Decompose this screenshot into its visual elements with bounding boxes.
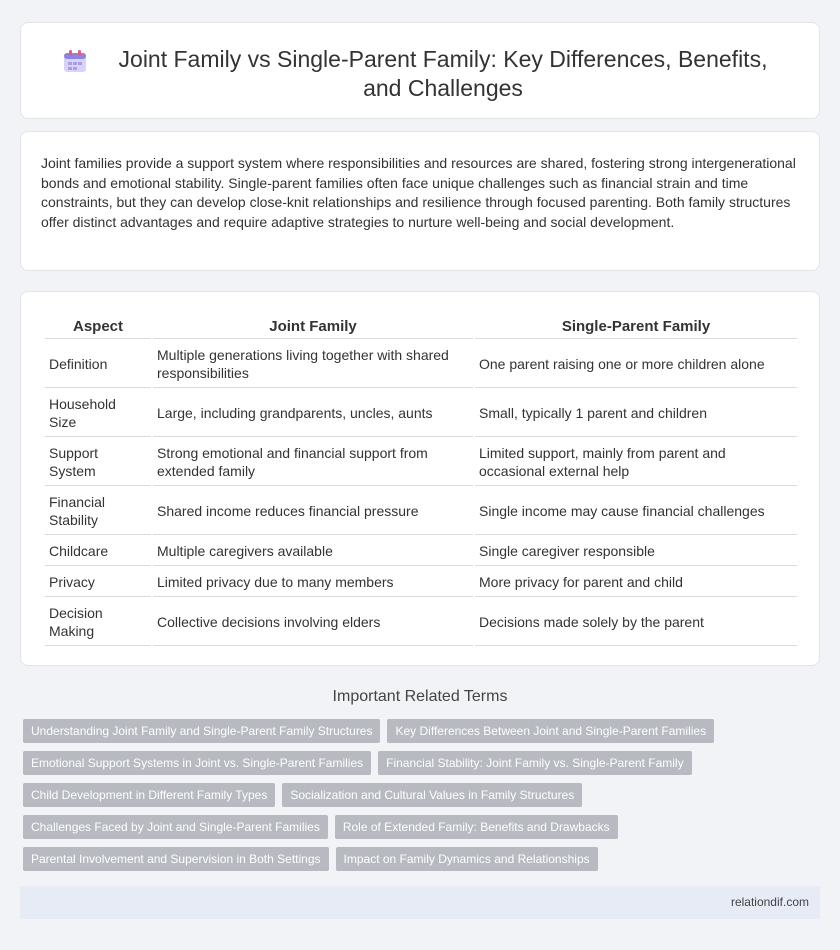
column-header-joint-family: Joint Family: [153, 315, 473, 339]
table-cell: Household Size: [45, 390, 151, 437]
table-cell: Small, typically 1 parent and children: [475, 390, 797, 437]
related-term-tag[interactable]: Key Differences Between Joint and Single-Parent Families: [387, 719, 714, 743]
related-term-tag[interactable]: Child Development in Different Family Types: [23, 783, 275, 807]
related-term-tag[interactable]: Role of Extended Family: Benefits and Drawbacks: [335, 815, 618, 839]
related-term-tag[interactable]: Emotional Support Systems in Joint vs. Single-Parent Families: [23, 751, 371, 775]
header-card: [20, 22, 820, 119]
calendar-icon: [61, 47, 89, 75]
table-cell: Collective decisions involving elders: [153, 599, 473, 646]
table-cell: Large, including grandparents, uncles, aunts: [153, 390, 473, 437]
table-cell: Privacy: [45, 568, 151, 597]
tag-row: [23, 719, 723, 743]
intro-text: Joint families provide a support system where responsibilities and resources are shared, fostering strong intergenerational bonds and emotional stability. Single-parent families often face unique challenges such as financial strain and time constraints, but they can develop close-knit relationships and resilience through focused parenting. Both family structures offer distinct advantages and require adaptive strategies to nurture well-being and social development.: [41, 155, 796, 230]
table-cell: Childcare: [45, 537, 151, 566]
column-header-single-parent-family: Single-Parent Family: [475, 315, 797, 339]
intro-card: [20, 131, 820, 271]
related-term-tag[interactable]: Financial Stability: Joint Family vs. Single-Parent Family: [378, 751, 691, 775]
footer: [20, 886, 820, 919]
related-terms-title: Important Related Terms: [332, 688, 508, 705]
table-row: [45, 488, 797, 535]
table-row: [45, 537, 797, 566]
tag-row: [23, 751, 723, 775]
table-cell: Limited privacy due to many members: [153, 568, 473, 597]
table-cell: Single caregiver responsible: [475, 537, 797, 566]
table-cell: Definition: [45, 341, 151, 388]
title-wrap: [61, 45, 779, 103]
table-cell: Strong emotional and financial support from extended family: [153, 439, 473, 486]
related-term-tag[interactable]: Parental Involvement and Supervision in Both Settings: [23, 847, 329, 871]
related-term-tag[interactable]: Impact on Family Dynamics and Relationships: [336, 847, 598, 871]
table-cell: Multiple caregivers available: [153, 537, 473, 566]
table-cell: Support System: [45, 439, 151, 486]
table-row: [45, 568, 797, 597]
table-row: [45, 341, 797, 388]
table-header-row: [45, 315, 797, 339]
table-cell: Limited support, mainly from parent and occasional external help: [475, 439, 797, 486]
related-terms-list: [23, 719, 723, 879]
related-term-tag[interactable]: Challenges Faced by Joint and Single-Parent Families: [23, 815, 328, 839]
column-header-aspect: Aspect: [45, 315, 151, 339]
page-title: Joint Family vs Single-Parent Family: Key Differences, Benefits, and Challenges: [118, 46, 768, 101]
table-cell: More privacy for parent and child: [475, 568, 797, 597]
table-cell: Decisions made solely by the parent: [475, 599, 797, 646]
table-cell: Financial Stability: [45, 488, 151, 535]
table-cell: Single income may cause financial challenges: [475, 488, 797, 535]
site-name[interactable]: relationdif.com: [730, 895, 809, 909]
tag-row: [23, 847, 723, 871]
table-cell: Multiple generations living together with shared responsibilities: [153, 341, 473, 388]
table-row: [45, 599, 797, 646]
table-row: [45, 390, 797, 437]
comparison-table: [43, 313, 799, 648]
tag-row: [23, 783, 723, 807]
table-row: [45, 439, 797, 486]
table-cell: Decision Making: [45, 599, 151, 646]
tag-row: [23, 815, 723, 839]
related-term-tag[interactable]: Understanding Joint Family and Single-Parent Family Structures: [23, 719, 380, 743]
table-cell: One parent raising one or more children alone: [475, 341, 797, 388]
table-cell: Shared income reduces financial pressure: [153, 488, 473, 535]
related-term-tag[interactable]: Socialization and Cultural Values in Family Structures: [282, 783, 582, 807]
comparison-table-card: [20, 291, 820, 666]
